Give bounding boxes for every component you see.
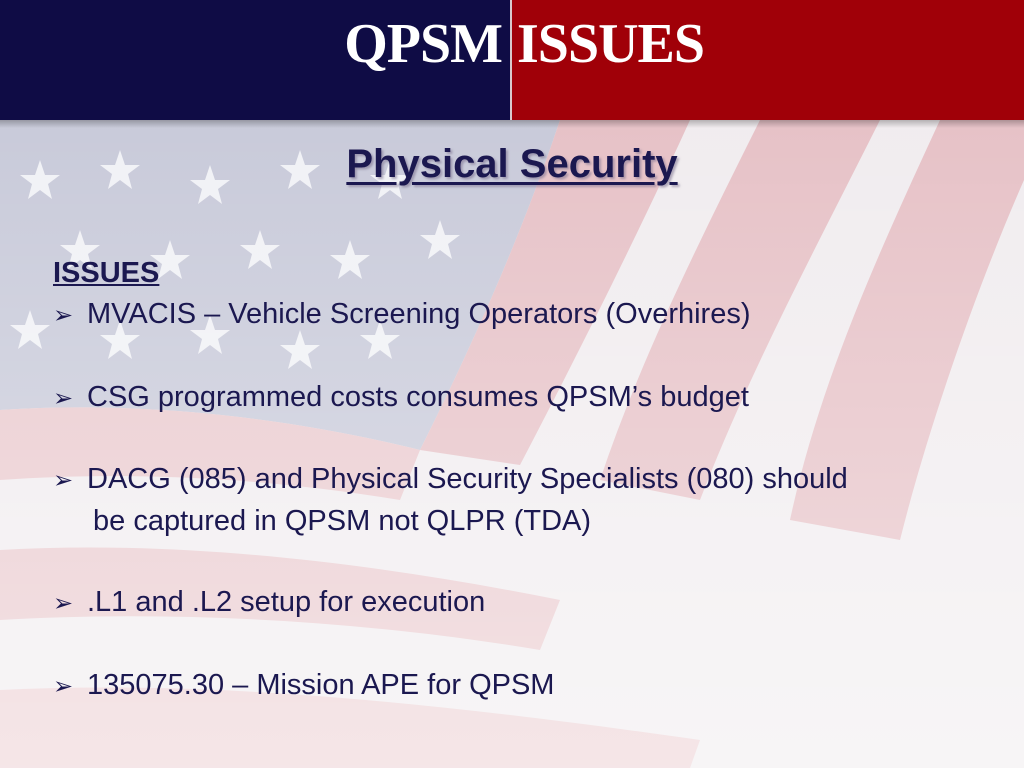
bullet-item <box>53 459 848 541</box>
bullet-text: MVACIS – Vehicle Screening Operators (Overhires) <box>87 298 751 330</box>
bullet-item <box>53 582 485 624</box>
bullet-text-continuation: be captured in QPSM not QLPR (TDA) <box>93 505 592 537</box>
arrow-bullet-icon: ➢ <box>53 467 74 494</box>
bullet-text: 135075.30 – Mission APE for QPSM <box>87 669 555 701</box>
bullet-text: CSG programmed costs consumes QPSM’s budget <box>87 381 749 413</box>
arrow-bullet-icon: ➢ <box>53 385 74 412</box>
bullet-text: .L1 and .L2 setup for execution <box>87 586 486 618</box>
slide-body <box>0 120 1024 768</box>
bullet-item <box>53 294 751 336</box>
bullet-item <box>53 665 554 707</box>
title-bar <box>0 0 1024 120</box>
bullet-text: DACG (085) and Physical Security Specialists (080) should <box>87 463 848 495</box>
arrow-bullet-icon: ➢ <box>53 302 74 329</box>
slide-subtitle: Physical Security <box>346 142 678 186</box>
slide-title-right: ISSUES <box>517 13 705 75</box>
bullet-item <box>53 377 749 419</box>
slide-title-left: QPSM <box>344 13 502 75</box>
title-bar-divider <box>510 0 512 120</box>
arrow-bullet-icon: ➢ <box>53 673 74 700</box>
issues-heading: ISSUES <box>53 257 160 289</box>
arrow-bullet-icon: ➢ <box>53 590 74 617</box>
